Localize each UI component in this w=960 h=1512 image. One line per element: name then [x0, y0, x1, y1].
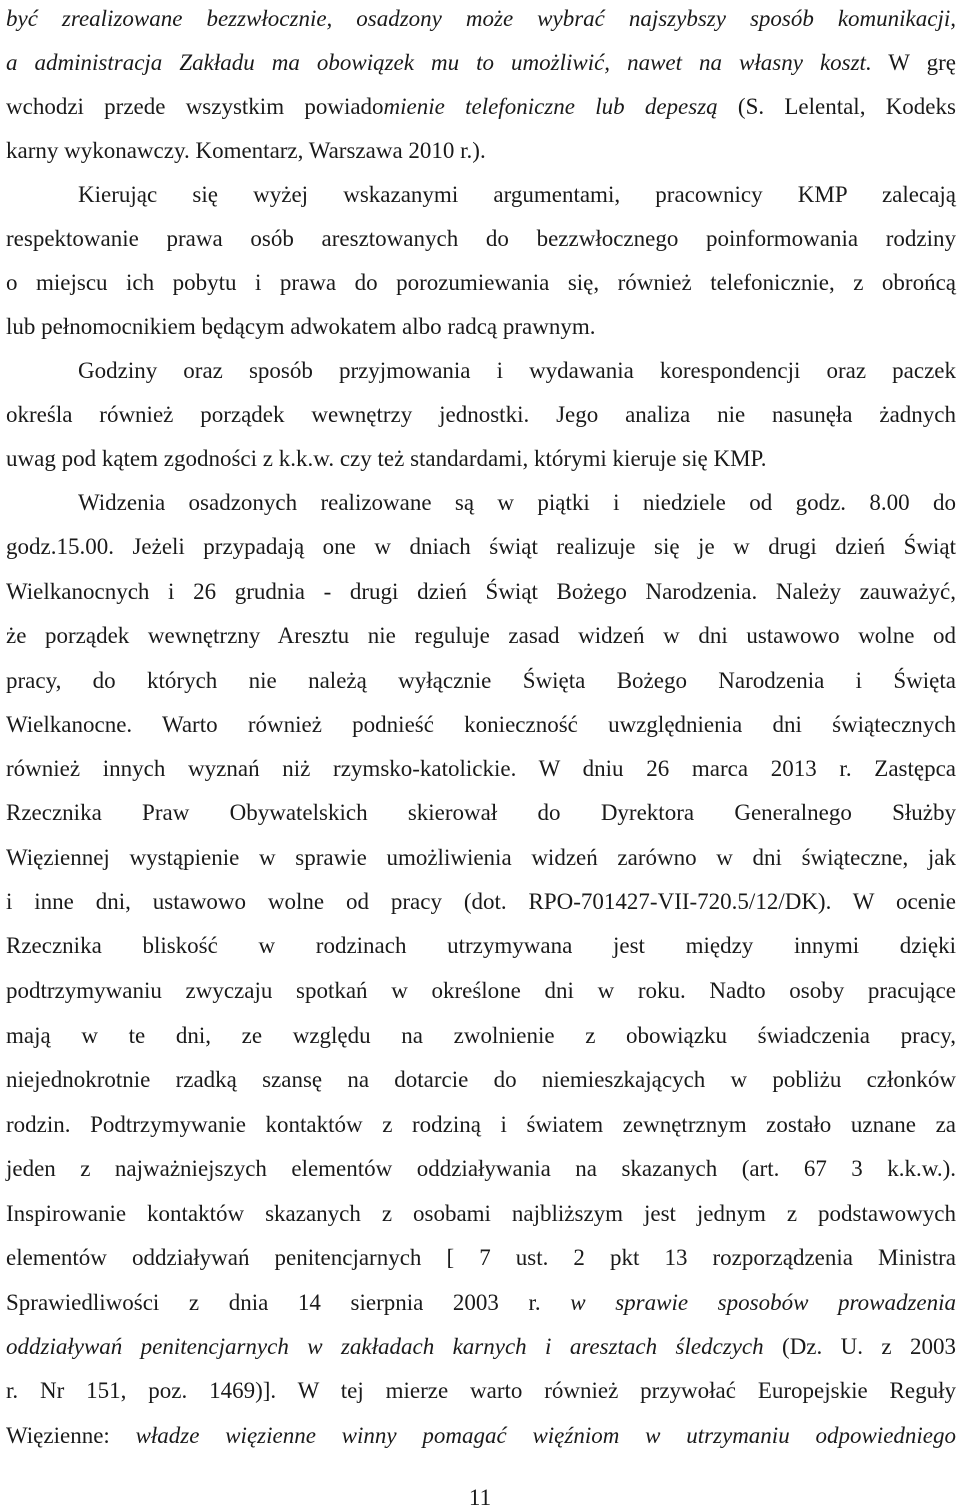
text-run: W grę — [871, 50, 956, 75]
text-run: rodzin. Podtrzymywanie kontaktów z rodziną i światem zewnętrznym zostało uznane za — [6, 1112, 956, 1137]
text-run: Wielkanocne. Warto również podnieść konieczność uwzględnienia dni świątecznych — [6, 712, 956, 737]
text-run: karny wykonawczy. Komentarz, Warszawa 2010 r.). — [6, 138, 486, 163]
text-run: Widzenia osadzonych realizowane są w piątki i niedziele od godz. 8.00 do — [78, 490, 956, 515]
italic-text: być zrealizowane bezzwłocznie, osadzony może wybrać najszybszy sposób komunikacji, — [6, 6, 956, 31]
text-line — [6, 620, 956, 652]
italic-text: oddziaływań penitencjarnych w zakładach karnych i aresztach śledczych — [6, 1334, 764, 1359]
text-run: Wielkanocnych i 26 grudnia - drugi dzień Świąt Bożego Narodzenia. Należy zauważyć, — [6, 579, 956, 604]
text-run: uwag pod kątem zgodności z k.k.w. czy też standardami, którymi kieruje się KMP. — [6, 446, 767, 471]
text-line — [78, 179, 956, 211]
text-run: podtrzymywaniu zwyczaju spotkań w określone dni w roku. Nadto osoby pracujące — [6, 978, 956, 1003]
text-line — [78, 355, 956, 387]
text-run: mają w te dni, ze względu na zwolnienie z obowiązku świadczenia pracy, — [6, 1023, 956, 1048]
text-run: Kierując się wyżej wskazanymi argumentami, pracownicy KMP zalecają — [78, 182, 956, 207]
italic-text: mienie telefoniczne lub depeszą — [383, 94, 718, 119]
text-run: określa również porządek wewnętrzy jednostki. Jego analiza nie nasunęła żadnych — [6, 402, 956, 427]
text-run: również innych wyznań niż rzymsko-katolickie. W dniu 26 marca 2013 r. Zastępca — [6, 756, 956, 781]
text-run: godz.15.00. Jeżeli przypadają one w dniach świąt realizuje się je w drugi dzień Świąt — [6, 534, 956, 559]
text-run: jeden z najważniejszych elementów oddziaływania na skazanych (art. 67 3 k.k.w.). — [6, 1156, 956, 1181]
text-line — [6, 1020, 956, 1052]
text-line — [6, 665, 956, 697]
text-line — [6, 886, 956, 918]
italic-text: władze więzienne winny pomagać więźniom w utrzymaniu odpowiedniego — [135, 1423, 956, 1448]
text-run: Więzienne: — [6, 1423, 136, 1448]
text-run: lub pełnomocnikiem będącym adwokatem albo radcą prawnym. — [6, 314, 596, 339]
text-line — [6, 576, 956, 608]
text-line — [6, 531, 956, 563]
text-line — [6, 1420, 956, 1452]
text-line — [6, 1198, 956, 1230]
text-run: elementów oddziaływań penitencjarnych [ 7 ust. 2 pkt 13 rozporządzenia Ministra — [6, 1245, 956, 1270]
text-run: (Dz. U. z 2003 — [763, 1334, 956, 1359]
text-run: Sprawiedliwości z dnia 14 sierpnia 2003 r. — [6, 1290, 571, 1315]
text-line — [6, 443, 956, 475]
text-line — [6, 1375, 956, 1407]
text-run: Godziny oraz sposób przyjmowania i wydawania korespondencji oraz paczek — [78, 358, 956, 383]
text-line — [6, 842, 956, 874]
text-run: Rzecznika bliskość w rodzinach utrzymywana jest między innymi dzięki — [6, 933, 956, 958]
text-line — [6, 135, 956, 167]
text-line — [6, 1109, 956, 1141]
text-line — [6, 797, 956, 829]
text-run: wchodzi przede wszystkim powiado — [6, 94, 384, 119]
text-line — [6, 1242, 956, 1274]
text-line — [6, 267, 956, 299]
text-line — [6, 975, 956, 1007]
text-line — [6, 223, 956, 255]
text-line — [6, 3, 956, 35]
text-run: Więziennej wystąpienie w sprawie umożliwienia widzeń zarówno w dni świąteczne, jak — [6, 845, 956, 870]
text-run: r. Nr 151, poz. 1469)]. W tej mierze warto również przywołać Europejskie Reguły — [6, 1378, 956, 1403]
text-line — [6, 1064, 956, 1096]
text-run: pracy, do których nie należą wyłącznie Święta Bożego Narodzenia i Święta — [6, 668, 956, 693]
text-line — [6, 709, 956, 741]
text-run: Inspirowanie kontaktów skazanych z osobami najbliższym jest jednym z podstawowych — [6, 1201, 956, 1226]
text-line — [6, 1331, 956, 1363]
text-run: że porządek wewnętrzny Aresztu nie reguluje zasad widzeń w dni ustawowo wolne od — [6, 623, 956, 648]
italic-text: w sprawie sposobów prowadzenia — [570, 1290, 956, 1315]
text-line — [78, 487, 956, 519]
text-run: niejednokrotnie rzadką szansę na dotarcie do niemieszkających w pobliżu członków — [6, 1067, 956, 1092]
italic-text: a administracja Zakładu ma obowiązek mu to umożliwić, nawet na własny koszt. — [6, 50, 872, 75]
text-run: o miejscu ich pobytu i prawa do porozumiewania się, również telefonicznie, z obrońcą — [6, 270, 956, 295]
text-line — [6, 311, 956, 343]
text-run: i inne dni, ustawowo wolne od pracy (dot. RPO-701427-VII-720.5/12/DK). W ocenie — [6, 889, 956, 914]
text-line — [6, 1287, 956, 1319]
text-line — [6, 930, 956, 962]
text-line — [6, 47, 956, 79]
text-line — [6, 399, 956, 431]
text-run: Rzecznika Praw Obywatelskich skierował do Dyrektora Generalnego Służby — [6, 800, 956, 825]
text-run: respektowanie prawa osób aresztowanych do bezzwłocznego poinformowania rodziny — [6, 226, 956, 251]
text-line — [6, 91, 956, 123]
page-number: 11 — [468, 1485, 492, 1510]
text-line — [6, 753, 956, 785]
text-run: (S. Lelental, Kodeks — [717, 94, 956, 119]
text-line — [6, 1153, 956, 1185]
